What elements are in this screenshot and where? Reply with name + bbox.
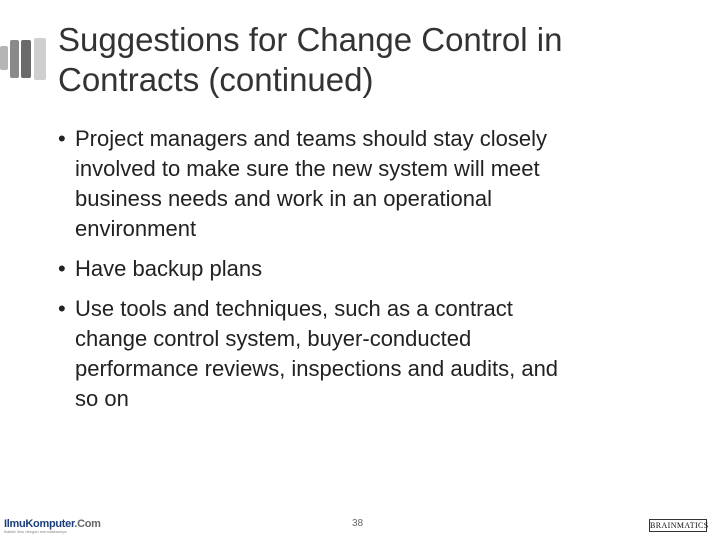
bullet-line: change control system, buyer-conducted [75, 326, 472, 351]
title-line: Contracts (continued) [58, 61, 374, 98]
bullet-line: Project managers and teams should stay closely [75, 126, 548, 151]
title-accent-bar [21, 40, 31, 78]
logo-brand-name: IlmuKomputer [4, 518, 75, 530]
bullet-line: business needs and work in an operational [75, 186, 493, 211]
title-line: Suggestions for Change Control in [58, 21, 563, 58]
logo-tagline: Ikatlah ilmu dengan menuliskannya [4, 529, 67, 534]
page-number: 38 [352, 518, 364, 529]
ilmukomputer-logo [4, 518, 101, 534]
slide-title [58, 20, 698, 100]
bullet-line: performance reviews, inspections and audits, and [75, 356, 559, 381]
bullet-line: environment [75, 216, 197, 241]
bullet-marker: • [58, 256, 66, 281]
bullet-marker: • [58, 126, 66, 151]
title-accent-bar [10, 40, 19, 78]
bullet-line: involved to make sure the new system will meet [75, 156, 540, 181]
bullet-marker: • [58, 296, 66, 321]
bullet-line: Have backup plans [75, 256, 263, 281]
logo-brand-domain: .Com [74, 518, 101, 530]
bullet-item [58, 124, 678, 244]
bullet-item [58, 254, 678, 284]
title-accent-bar [34, 38, 46, 80]
bullet-line: Use tools and techniques, such as a contract [75, 296, 513, 321]
bullet-item [58, 294, 678, 414]
brainmatics-logo: BRAINMATICS [650, 521, 709, 530]
bullet-list [58, 124, 678, 424]
title-accent-bar [0, 46, 8, 70]
bullet-line: so on [75, 386, 129, 411]
